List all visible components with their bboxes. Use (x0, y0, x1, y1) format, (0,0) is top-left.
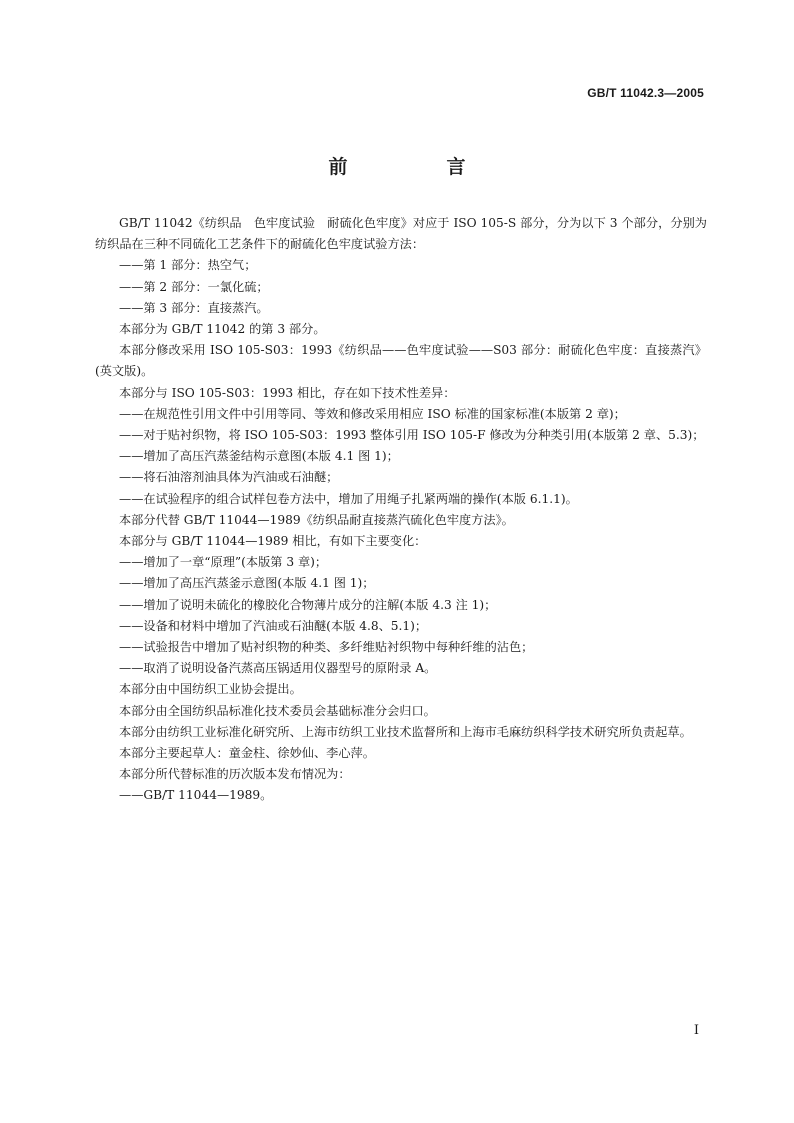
list-item: ——试验报告中增加了贴衬织物的种类、多纤维贴衬织物中每种纤维的沾色； (119, 640, 534, 655)
list-item: ——第 2 部分：一氯化硫； (119, 279, 269, 294)
page-title: 前 言 (328, 156, 506, 178)
list-item: ——在试验程序的组合试样包卷方法中，增加了用绳子扎紧两端的操作(本版 6.1.1)。 (119, 491, 578, 506)
paragraph: 本部分与 GB/T 11044—1989 相比，有如下主要变化： (119, 534, 427, 549)
list-item: ——设备和材料中增加了汽油或石油醚(本版 4.8、5.1)； (119, 618, 428, 633)
paragraph: 本部分修改采用 ISO 105-S03：1993《纺织品——色牢度试验——S03 部分：耐硫化色牢度：直接蒸汽》(英文版)。 (95, 343, 707, 379)
list-item: ——第 1 部分：热空气； (119, 258, 257, 273)
list-item: ——增加了一章“原理”(本版第 3 章)； (119, 555, 328, 570)
list-item: ——增加了高压汽蒸釜示意图(本版 4.1 图 1)； (119, 576, 375, 591)
list-item: ——对于贴衬织物，将 ISO 105-S03：1993 整体引用 ISO 105-F 修改为分种类引用(本版第 2 章、5.3)； (119, 428, 705, 443)
paragraph: 本部分与 ISO 105-S03：1993 相比，存在如下技术性差异： (119, 385, 456, 400)
list-item: ——GB/T 11044—1989。 (119, 788, 273, 803)
list-item: ——在规范性引用文件中引用等同、等效和修改采用相应 ISO 标准的国家标准(本版第 2 章)； (119, 406, 626, 421)
list-item: ——增加了高压汽蒸釜结构示意图(本版 4.1 图 1)； (119, 449, 399, 464)
paragraph: 本部分由中国纺织工业协会提出。 (119, 682, 302, 697)
foreword-body (95, 213, 707, 807)
page-number: I (693, 1023, 699, 1038)
paragraph: 本部分所代替标准的历次版本发布情况为： (119, 767, 351, 782)
paragraph: 本部分为 GB/T 11042 的第 3 部分。 (119, 322, 326, 337)
list-item: ——增加了说明未硫化的橡胶化合物薄片成分的注解(本版 4.3 注 1)； (119, 597, 497, 612)
standard-number: GB/T 11042.3—2005 (587, 86, 704, 100)
list-item: ——将石油溶剂油具体为汽油或石油醚； (119, 470, 339, 485)
paragraph: 本部分由全国纺织品标准化技术委员会基础标准分会归口。 (119, 703, 436, 718)
paragraph: 本部分由纺织工业标准化研究所、上海市纺织工业技术监督所和上海市毛麻纺织科学技术研究所负责起草。 (119, 724, 692, 739)
paragraph: 本部分代替 GB/T 11044—1989《纺织品耐直接蒸汽硫化色牢度方法》。 (119, 512, 514, 527)
paragraph: 本部分主要起草人：童金柱、徐妙仙、李心萍。 (119, 746, 375, 761)
paragraph: GB/T 11042《纺织品 色牢度试验 耐硫化色牢度》对应于 ISO 105-S 部分，分为以下 3 个部分，分别为纺织品在三种不同硫化工艺条件下的耐硫化色牢度试验方法： (95, 216, 707, 252)
list-item: ——取消了说明设备汽蒸高压锅适用仪器型号的原附录 A。 (119, 661, 437, 676)
list-item: ——第 3 部分：直接蒸汽。 (119, 300, 269, 315)
